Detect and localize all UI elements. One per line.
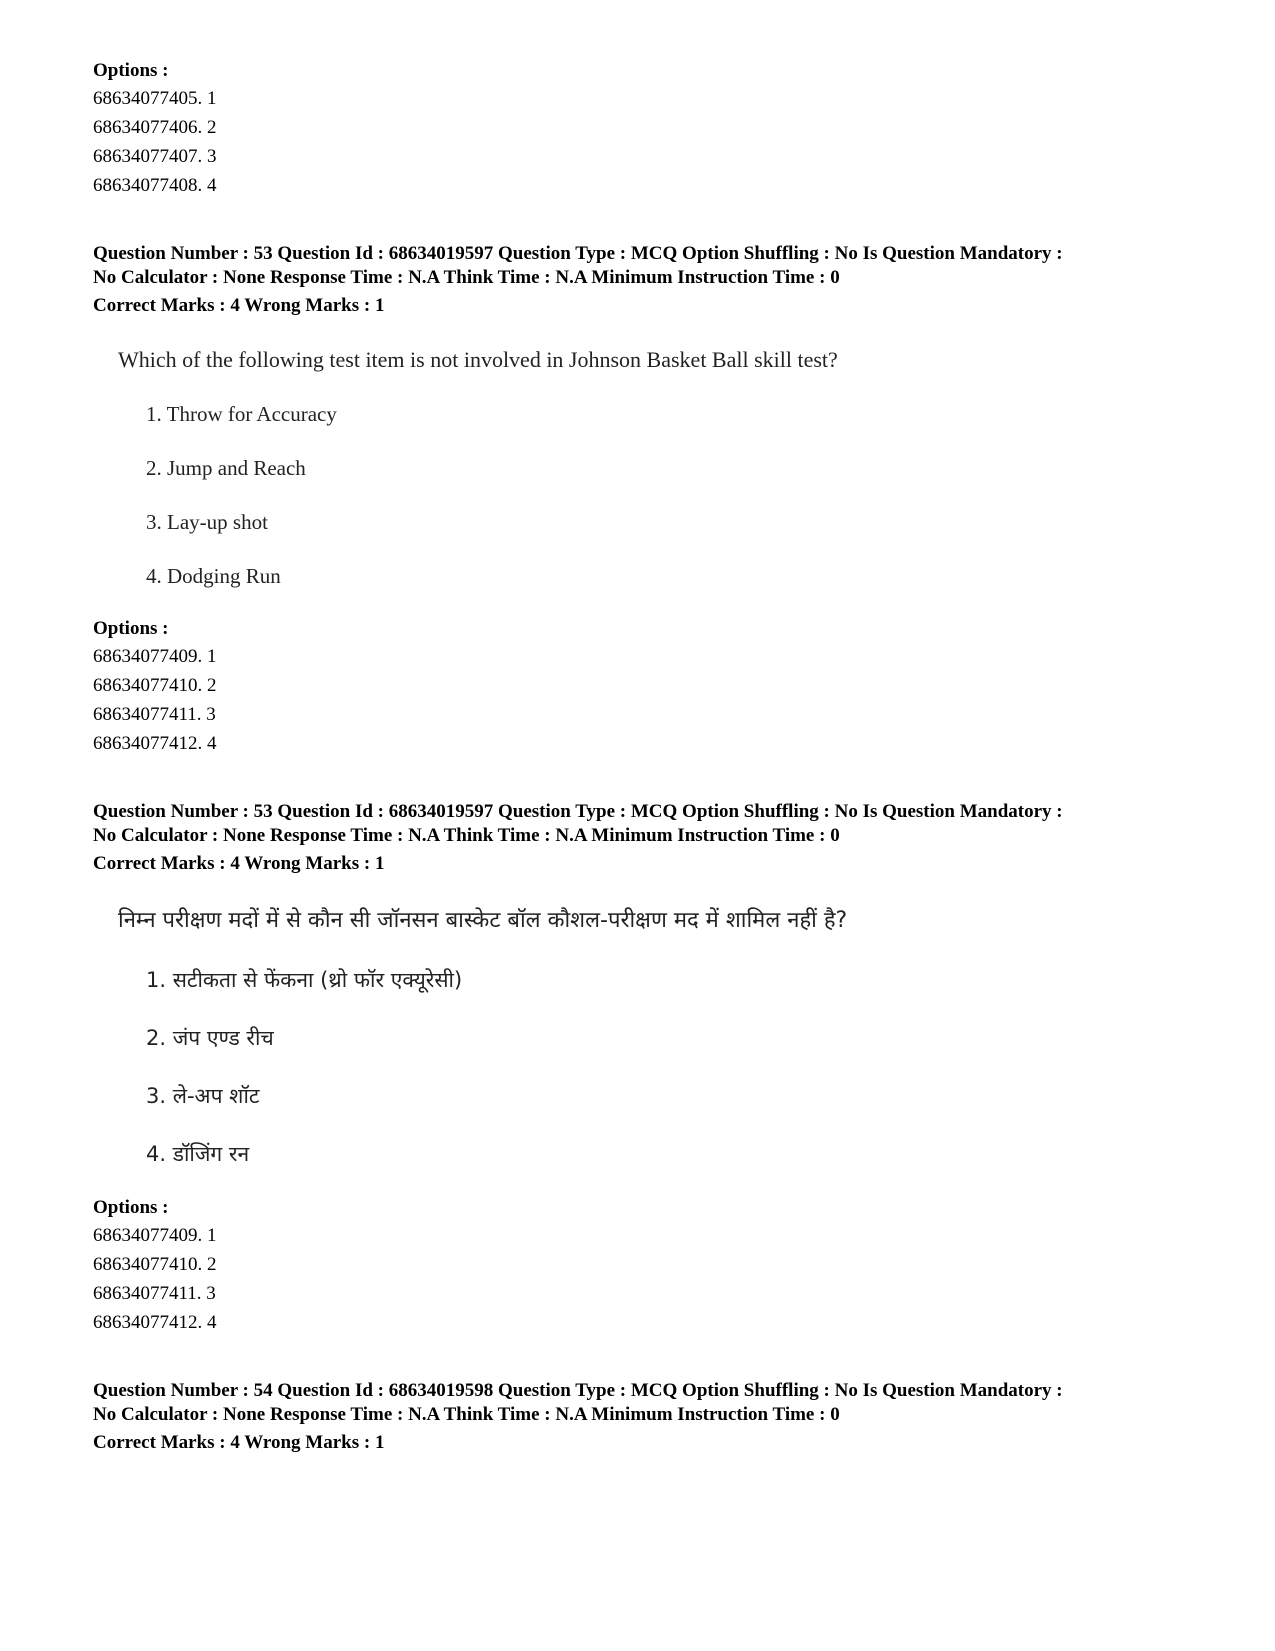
question-choice-hindi: 2. जंप एण्ड रीच	[146, 1026, 274, 1050]
question-meta-line2: No Calculator : None Response Time : N.A Think Time : N.A Minimum Instruction Time : 0	[93, 1404, 840, 1425]
option-line: 68634077409. 1	[93, 1225, 217, 1246]
question-choice-hindi: 1. सटीकता से फेंकना (थ्रो फॉर एक्यूरेसी)	[146, 968, 463, 992]
question-choice-hindi: 4. डॉजिंग रन	[146, 1142, 250, 1166]
question-meta-line1: Question Number : 54 Question Id : 68634019598 Question Type : MCQ Option Shuffling : No Is Question Mandatory :	[93, 1380, 1063, 1401]
question-marks: Correct Marks : 4 Wrong Marks : 1	[93, 853, 385, 874]
question-marks: Correct Marks : 4 Wrong Marks : 1	[93, 1432, 385, 1453]
options-label: Options :	[93, 1197, 169, 1218]
options-label: Options :	[93, 618, 169, 639]
option-line: 68634077411. 3	[93, 704, 216, 725]
options-label: Options :	[93, 60, 169, 81]
option-line: 68634077409. 1	[93, 646, 217, 667]
option-line: 68634077407. 3	[93, 146, 217, 167]
question-meta-line1: Question Number : 53 Question Id : 68634019597 Question Type : MCQ Option Shuffling : No Is Question Mandatory :	[93, 243, 1063, 264]
question-choice: 3. Lay-up shot	[146, 510, 268, 534]
question-meta-line2: No Calculator : None Response Time : N.A Think Time : N.A Minimum Instruction Time : 0	[93, 267, 840, 288]
option-line: 68634077410. 2	[93, 675, 217, 696]
question-text: Which of the following test item is not involved in Johnson Basket Ball skill test?	[118, 347, 838, 372]
option-line: 68634077412. 4	[93, 1312, 217, 1333]
option-line: 68634077412. 4	[93, 733, 217, 754]
question-text-hindi: निम्न परीक्षण मदों में से कौन सी जॉनसन बास्केट बॉल कौशल-परीक्षण मद में शामिल नहीं है?	[118, 908, 848, 933]
question-meta-line2: No Calculator : None Response Time : N.A Think Time : N.A Minimum Instruction Time : 0	[93, 825, 840, 846]
question-choice: 1. Throw for Accuracy	[146, 402, 337, 426]
option-line: 68634077411. 3	[93, 1283, 216, 1304]
question-choice: 2. Jump and Reach	[146, 456, 306, 480]
option-line: 68634077408. 4	[93, 175, 217, 196]
option-line: 68634077406. 2	[93, 117, 217, 138]
question-meta-line1: Question Number : 53 Question Id : 68634019597 Question Type : MCQ Option Shuffling : No Is Question Mandatory :	[93, 801, 1063, 822]
question-choice: 4. Dodging Run	[146, 564, 281, 588]
question-choice-hindi: 3. ले-अप शॉट	[146, 1084, 260, 1108]
option-line: 68634077405. 1	[93, 88, 217, 109]
question-marks: Correct Marks : 4 Wrong Marks : 1	[93, 295, 385, 316]
option-line: 68634077410. 2	[93, 1254, 217, 1275]
